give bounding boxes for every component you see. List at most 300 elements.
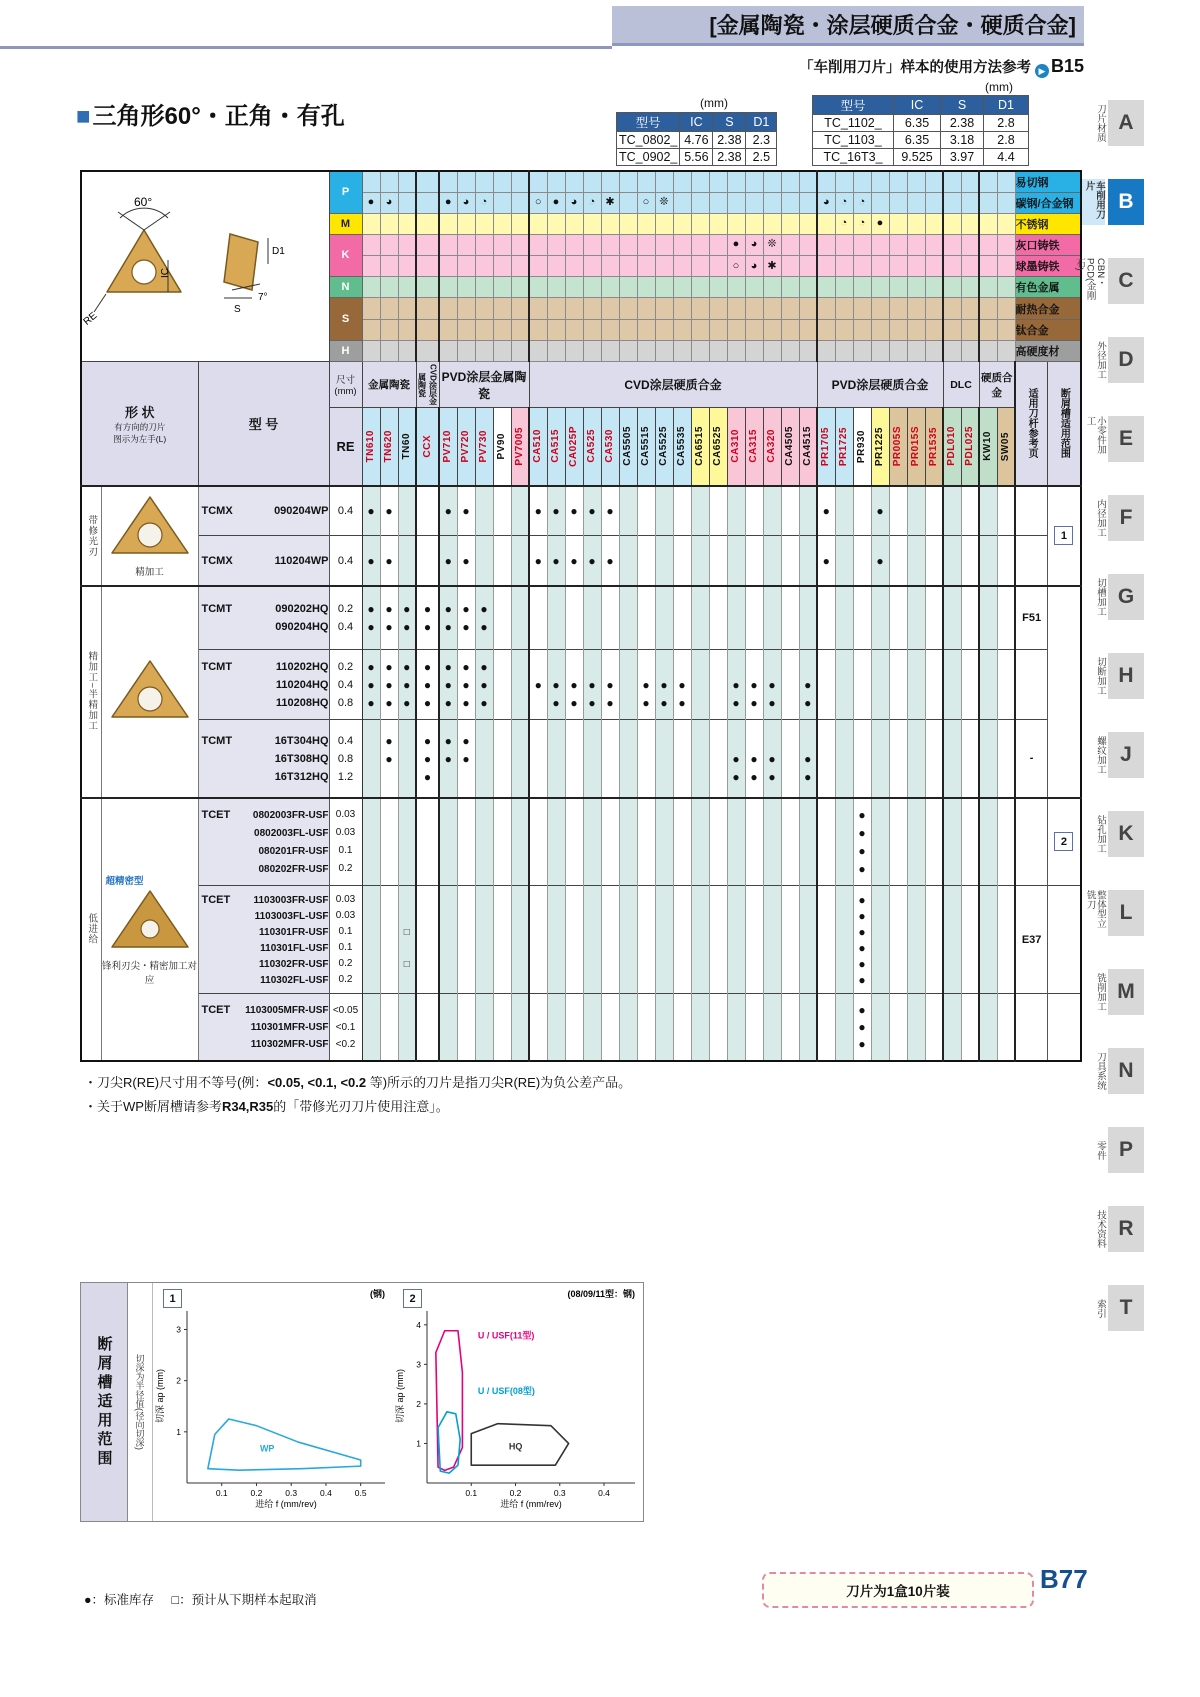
grade-cell: [493, 994, 511, 1002]
grade-cell: [817, 786, 835, 798]
material-cell: [673, 256, 691, 277]
grade-cell: [727, 486, 745, 496]
material-cell: [853, 277, 871, 298]
grade-cell: [781, 750, 799, 768]
grade-cell: [529, 676, 547, 694]
grade-cell: [565, 824, 583, 842]
grade-cell: [979, 750, 997, 768]
page-number: B77: [1040, 1564, 1088, 1594]
grade-cell: [637, 600, 655, 618]
stock-dot: ●: [367, 503, 375, 518]
suitability-mark: ◔: [858, 217, 866, 229]
grade-cell: [493, 806, 511, 824]
stock-dot: ●: [858, 1003, 866, 1017]
grade-cell: [475, 576, 493, 586]
grade-column-CA525: CA525: [583, 408, 601, 486]
grade-cell: [799, 786, 817, 798]
grade-cell: [979, 496, 997, 526]
material-cell: [925, 192, 943, 213]
grade-cell: [727, 750, 745, 768]
material-cell: [763, 256, 781, 277]
sidebar-tab-B[interactable]: [1040, 179, 1200, 225]
grade-cell: [889, 860, 907, 878]
material-cell: [961, 256, 979, 277]
grade-cell: [475, 1002, 493, 1019]
label-s: S: [234, 304, 241, 315]
material-cell: [997, 171, 1015, 192]
label-re: RE: [82, 310, 100, 328]
grade-cell: [398, 892, 416, 908]
sidebar-tab-E[interactable]: [1040, 416, 1200, 462]
grade-cell: [637, 650, 655, 658]
y-tick-label: 2: [416, 1398, 421, 1409]
grade-cell: [745, 994, 763, 1002]
grade-cell: [817, 486, 835, 496]
grade-cell: [398, 658, 416, 676]
material-cell: [889, 341, 907, 362]
grade-cell: [889, 720, 907, 732]
grade-cell: [565, 720, 583, 732]
grade-cell: [799, 536, 817, 546]
suitability-mark: ●: [444, 196, 452, 208]
grade-cell: [380, 956, 398, 972]
grade-cell: [889, 924, 907, 940]
grade-cell: [673, 1053, 691, 1061]
material-cell: [398, 192, 416, 213]
grade-cell: [817, 924, 835, 940]
material-cell: [961, 298, 979, 320]
grade-cell: [835, 806, 853, 824]
material-cell: [457, 256, 475, 277]
grade-cell: [979, 1053, 997, 1061]
sidebar-tab-M[interactable]: [1040, 969, 1200, 1015]
sidebar-tab-T[interactable]: [1040, 1285, 1200, 1331]
usage-page[interactable]: B15: [1050, 56, 1084, 76]
material-cell: [691, 171, 709, 192]
grade-cell: [529, 658, 547, 676]
material-cell: [439, 341, 457, 362]
material-cell: [583, 256, 601, 277]
sidebar-tab-P[interactable]: [1040, 1127, 1200, 1173]
grade-cell: [475, 1036, 493, 1053]
grade-cell: [961, 618, 979, 636]
model-cell: 16T312HQ: [198, 768, 329, 786]
material-cell: [889, 277, 907, 298]
grade-cell: [979, 712, 997, 720]
grade-cell: [763, 824, 781, 842]
grade-cell: [457, 636, 475, 650]
sidebar-tab-L[interactable]: [1040, 890, 1200, 936]
grade-cell: [362, 878, 380, 886]
grade-cell: [799, 636, 817, 650]
grade-cell: [673, 618, 691, 636]
grade-cell: [979, 842, 997, 860]
sidebar-tab-H[interactable]: [1040, 653, 1200, 699]
grade-cell: [781, 1019, 799, 1036]
grade-cell: [457, 768, 475, 786]
re-value: 0.2: [329, 658, 362, 676]
stock-dot: ●: [385, 751, 393, 766]
grade-cell: [637, 786, 655, 798]
grade-cell: [799, 924, 817, 940]
material-cell: [457, 277, 475, 298]
sidebar-tab-J[interactable]: [1040, 732, 1200, 778]
grade-cell: [398, 650, 416, 658]
grade-cell: [457, 956, 475, 972]
grade-cell: [673, 720, 691, 732]
grade-cell: [583, 878, 601, 886]
grade-column-PR1705: PR1705: [817, 408, 835, 486]
grade-cell: [943, 676, 961, 694]
grade-column-KW10: KW10: [979, 408, 997, 486]
region-label: U / USF(08型): [477, 1386, 535, 1397]
grade-cell: [763, 924, 781, 940]
grade-cell: [745, 526, 763, 536]
suitability-mark: ◕: [822, 196, 830, 208]
legend-standard-stock: ●：标准库存: [84, 1593, 155, 1607]
grade-cell: [745, 940, 763, 956]
grade-cell: [416, 496, 439, 526]
grade-cell: [380, 1036, 398, 1053]
grade-cell: [380, 720, 398, 732]
material-cell: [475, 298, 493, 320]
grade-cell: [871, 786, 889, 798]
grade-cell: [601, 496, 619, 526]
grade-cell: [907, 586, 925, 600]
grade-cell: [835, 786, 853, 798]
grade-column-CA515: CA515: [547, 408, 565, 486]
material-cell: [781, 213, 799, 234]
grade-cell: [547, 732, 565, 750]
grade-column-PV730: PV730: [475, 408, 493, 486]
grade-cell: [763, 1019, 781, 1036]
sidebar-tab-letter: L: [1108, 890, 1144, 936]
grade-cell: [799, 972, 817, 988]
grade-cell: [380, 496, 398, 526]
grade-cell: [493, 786, 511, 798]
grade-cell: [673, 636, 691, 650]
sidebar-tab-label: 切断加工: [1095, 657, 1106, 695]
grade-cell: [979, 486, 997, 496]
grade-cell: [416, 1002, 439, 1019]
discontinue-square: □: [403, 926, 410, 938]
grade-cell: [925, 786, 943, 798]
grade-cell: [817, 994, 835, 1002]
grade-cell: [817, 676, 835, 694]
grade-cell: [601, 536, 619, 546]
x-tick-label: 0.5: [354, 1488, 367, 1498]
grade-cell: [637, 694, 655, 712]
material-cell: [493, 213, 511, 234]
material-cell: [655, 171, 673, 192]
grade-cell: [416, 806, 439, 824]
grade-column-CA310: CA310: [727, 408, 745, 486]
grade-cell: [889, 1002, 907, 1019]
grade-cell: [853, 618, 871, 636]
grade-cell: [961, 908, 979, 924]
material-cell: [907, 320, 925, 341]
grade-cell: [799, 750, 817, 768]
sidebar-tab-F[interactable]: [1040, 495, 1200, 541]
grade-cell: [727, 940, 745, 956]
stock-dot: ●: [462, 553, 470, 568]
grade-cell: [979, 798, 997, 806]
grade-cell: [781, 768, 799, 786]
stock-dot: ●: [750, 769, 758, 784]
grade-cell: [763, 860, 781, 878]
re-value: 0.4: [329, 546, 362, 576]
sidebar-tab-K[interactable]: [1040, 811, 1200, 857]
grade-cell: [871, 712, 889, 720]
grade-cell: [817, 720, 835, 732]
grade-cell: [637, 768, 655, 786]
grade-cell: [493, 1019, 511, 1036]
range-badge: 1: [1054, 526, 1073, 545]
grade-cell: [655, 956, 673, 972]
grade-cell: [380, 924, 398, 940]
grade-cell: [691, 798, 709, 806]
material-cell: [362, 192, 380, 213]
material-letter-M: M: [329, 213, 362, 234]
grade-column-CA530: CA530: [601, 408, 619, 486]
grade-cell: [925, 750, 943, 768]
stock-dot: ●: [534, 503, 542, 518]
grade-cell: [799, 526, 817, 536]
grade-cell: [781, 586, 799, 600]
grade-cell: [529, 536, 547, 546]
grade-cell: [835, 536, 853, 546]
grade-cell: [673, 768, 691, 786]
material-cell: [457, 341, 475, 362]
grade-cell: [997, 732, 1015, 750]
material-cell: [511, 320, 529, 341]
sidebar-tab-D[interactable]: [1040, 337, 1200, 383]
grade-cell: [493, 750, 511, 768]
material-cell: [925, 320, 943, 341]
spec-value: 2.38: [713, 132, 746, 149]
grade-cell: [380, 486, 398, 496]
grade-cell: [457, 842, 475, 860]
grade-cell: [961, 636, 979, 650]
material-cell: [997, 298, 1015, 320]
x-tick-label: 0.2: [509, 1488, 522, 1498]
grade-cell: [907, 600, 925, 618]
grade-cell: [673, 712, 691, 720]
sidebar-tab-N[interactable]: [1040, 1048, 1200, 1094]
spec-value: 9.525: [894, 149, 941, 166]
stock-dot: ●: [367, 553, 375, 568]
model-cell: TCMT 16T304HQ: [198, 732, 329, 750]
material-cell: [362, 256, 380, 277]
grade-cell: [601, 878, 619, 886]
sidebar-tab-G[interactable]: [1040, 574, 1200, 620]
grade-cell: [817, 892, 835, 908]
grade-cell: [529, 720, 547, 732]
stock-dot: ●: [444, 553, 452, 568]
grade-cell: [565, 536, 583, 546]
grade-cell: [362, 994, 380, 1002]
grade-cell: [619, 806, 637, 824]
material-cell: [835, 213, 853, 234]
material-letter-S: S: [329, 298, 362, 341]
grade-cell: [439, 586, 457, 600]
grade-cell: [619, 972, 637, 988]
re-spacer: [329, 486, 362, 496]
grade-cell: [493, 536, 511, 546]
grade-cell: [871, 536, 889, 546]
grade-cell: [601, 720, 619, 732]
grade-cell: [925, 694, 943, 712]
material-cell: [925, 298, 943, 320]
grade-cell: [979, 658, 997, 676]
grade-cell: [565, 798, 583, 806]
grade-cell: [817, 1019, 835, 1036]
material-cell: [511, 213, 529, 234]
stock-dot: ●: [444, 733, 452, 748]
grade-cell: [475, 546, 493, 576]
grade-cell: [655, 908, 673, 924]
grade-cell: [493, 546, 511, 576]
stock-dot: ●: [858, 1037, 866, 1051]
grade-cell: [547, 824, 565, 842]
grade-cell: [907, 526, 925, 536]
grade-cell: [601, 892, 619, 908]
insert-diagram-cell: [81, 171, 329, 362]
re-value: 0.1: [329, 842, 362, 860]
grade-cell: [380, 994, 398, 1002]
grade-cell: [439, 972, 457, 988]
grade-cell: [781, 526, 799, 536]
jump-arrow-icon[interactable]: ▶: [1035, 64, 1049, 78]
material-label-text: 球墨铸铁: [1015, 261, 1060, 274]
grade-cell: [763, 546, 781, 576]
grade-cell: [619, 940, 637, 956]
grade-cell: [619, 586, 637, 600]
grade-cell: [583, 972, 601, 988]
material-cell: [709, 341, 727, 362]
material-cell: [907, 192, 925, 213]
grade-cell: [475, 972, 493, 988]
suitability-mark: ●: [876, 217, 884, 229]
material-cell: [583, 298, 601, 320]
grade-cell: [871, 750, 889, 768]
grade-cell: [416, 576, 439, 586]
grade-cell: [398, 806, 416, 824]
material-cell: [601, 213, 619, 234]
grade-cell: [997, 994, 1015, 1002]
grade-cell: [362, 750, 380, 768]
material-cell: [416, 234, 439, 256]
grade-cell: [727, 924, 745, 940]
sidebar-tab-C[interactable]: [1040, 258, 1200, 304]
material-cell: [601, 192, 619, 213]
model-cell: TCMT 110202HQ: [198, 658, 329, 676]
stock-dot: ●: [822, 553, 830, 568]
spec-value: 2.38: [713, 149, 746, 166]
re-value: 0.1: [329, 940, 362, 956]
grade-cell: [673, 496, 691, 526]
grade-cell: [781, 720, 799, 732]
grade-cell: [511, 860, 529, 878]
material-cell: [961, 277, 979, 298]
grade-column-CCX: CCX: [416, 408, 439, 486]
grade-cell: [637, 658, 655, 676]
material-cell: [817, 256, 835, 277]
material-cell: [781, 256, 799, 277]
grade-cell: [763, 956, 781, 972]
grade-cell: [727, 694, 745, 712]
grade-cell: [853, 878, 871, 886]
stock-dot: ●: [642, 695, 650, 710]
material-cell: [943, 320, 961, 341]
grade-cell: [493, 892, 511, 908]
suitability-mark: ○: [732, 259, 740, 272]
grade-cell: [457, 1036, 475, 1053]
sidebar-tab-letter: E: [1108, 416, 1144, 462]
suitability-mark: ✱: [605, 196, 615, 208]
grade-cell: [619, 676, 637, 694]
stock-dot: ●: [858, 972, 866, 987]
sidebar-tab-letter: A: [1108, 100, 1144, 146]
grade-cell: [925, 732, 943, 750]
grade-cell: [997, 798, 1015, 806]
material-cell: [853, 213, 871, 234]
grade-cell: [380, 694, 398, 712]
grade-cell: [619, 842, 637, 860]
sidebar-tab-A[interactable]: [1040, 100, 1200, 146]
grade-cell: [565, 768, 583, 786]
material-cell: [745, 213, 763, 234]
grade-cell: [817, 732, 835, 750]
label-7deg: 7°: [258, 292, 268, 303]
grade-cell: [583, 806, 601, 824]
grade-cell: [691, 712, 709, 720]
grade-cell: [817, 768, 835, 786]
grade-cell: [673, 908, 691, 924]
material-cell: [475, 320, 493, 341]
grade-cell: [727, 1053, 745, 1061]
material-cell: [961, 341, 979, 362]
grade-cell: [457, 908, 475, 924]
grade-cell: [889, 546, 907, 576]
x-tick-label: 0.1: [215, 1488, 228, 1498]
grade-cell: [961, 798, 979, 806]
material-cell: [457, 171, 475, 192]
material-cell: [907, 341, 925, 362]
material-cell: [565, 171, 583, 192]
grade-cell: [583, 1053, 601, 1061]
grade-cell: [691, 636, 709, 650]
grade-cell: [493, 720, 511, 732]
sidebar-tab-R[interactable]: [1040, 1206, 1200, 1252]
material-cell: [925, 213, 943, 234]
material-cell: [727, 298, 745, 320]
grade-cell: [925, 878, 943, 886]
grade-cell: [709, 658, 727, 676]
material-cell: [997, 192, 1015, 213]
grade-cell: [763, 496, 781, 526]
grade-cell: [493, 860, 511, 878]
grade-cell: [493, 496, 511, 526]
grade-cell: [781, 636, 799, 650]
grade-cell: [781, 1036, 799, 1053]
material-cell: [961, 171, 979, 192]
grade-cell: [398, 536, 416, 546]
grade-cell: [511, 940, 529, 956]
grade-cell: [457, 1019, 475, 1036]
grade-cell: [398, 496, 416, 526]
grade-cell: [925, 618, 943, 636]
